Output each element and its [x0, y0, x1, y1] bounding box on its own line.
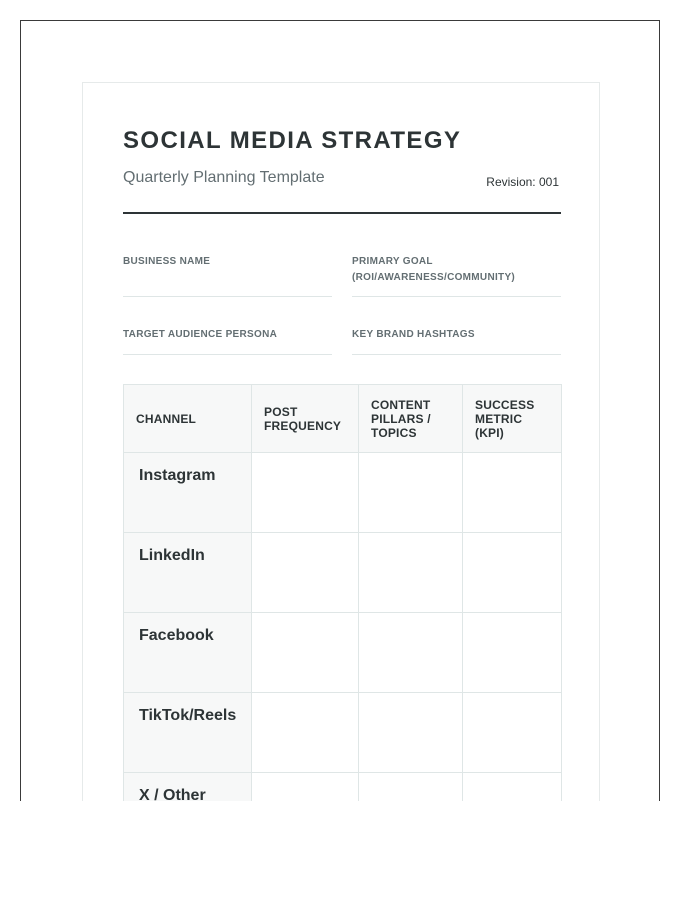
channel-name: Instagram [124, 453, 252, 533]
header-post-frequency: POST FREQUENCY [252, 385, 359, 453]
hashtags-field[interactable] [352, 327, 561, 355]
post-frequency-cell[interactable] [252, 773, 359, 802]
business-name-field[interactable] [123, 254, 332, 297]
revision-number: Revision: 001 [486, 175, 559, 189]
content-pillars-cell[interactable] [359, 613, 463, 693]
channel-name: Facebook [124, 613, 252, 693]
document-viewport [20, 20, 660, 801]
success-metric-cell[interactable] [463, 453, 562, 533]
table-row [124, 613, 562, 693]
post-frequency-cell[interactable] [252, 453, 359, 533]
channel-strategy-table [123, 384, 562, 801]
business-name-label: BUSINESS NAME [123, 256, 211, 267]
document-subtitle: Quarterly Planning Template [123, 169, 325, 186]
success-metric-cell[interactable] [463, 533, 562, 613]
channel-name: X / Other [124, 773, 252, 802]
header-channel: CHANNEL [124, 385, 252, 453]
header-divider [123, 212, 561, 214]
table-row [124, 693, 562, 773]
header-success-metric: SUCCESS METRIC (KPI) [463, 385, 562, 453]
channel-name: LinkedIn [124, 533, 252, 613]
success-metric-cell[interactable] [463, 773, 562, 802]
channel-name: TikTok/Reels [124, 693, 252, 773]
document-title: SOCIAL MEDIA STRATEGY [123, 127, 462, 154]
post-frequency-cell[interactable] [252, 693, 359, 773]
content-pillars-cell[interactable] [359, 453, 463, 533]
primary-goal-field[interactable] [352, 254, 561, 297]
post-frequency-cell[interactable] [252, 613, 359, 693]
target-audience-field[interactable] [123, 327, 332, 355]
success-metric-cell[interactable] [463, 693, 562, 773]
post-frequency-cell[interactable] [252, 533, 359, 613]
header-content-pillars: CONTENT PILLARS / TOPICS [359, 385, 463, 453]
table-header-row [124, 385, 562, 453]
table-row [124, 773, 562, 802]
content-pillars-cell[interactable] [359, 773, 463, 802]
table-row [124, 533, 562, 613]
table-row [124, 453, 562, 533]
content-pillars-cell[interactable] [359, 693, 463, 773]
success-metric-cell[interactable] [463, 613, 562, 693]
template-page [82, 82, 600, 801]
content-pillars-cell[interactable] [359, 533, 463, 613]
target-audience-label: TARGET AUDIENCE PERSONA [123, 329, 278, 340]
hashtags-label: KEY BRAND HASHTAGS [352, 329, 475, 340]
primary-goal-label: PRIMARY GOAL (ROI/AWARENESS/COMMUNITY) [352, 256, 516, 283]
